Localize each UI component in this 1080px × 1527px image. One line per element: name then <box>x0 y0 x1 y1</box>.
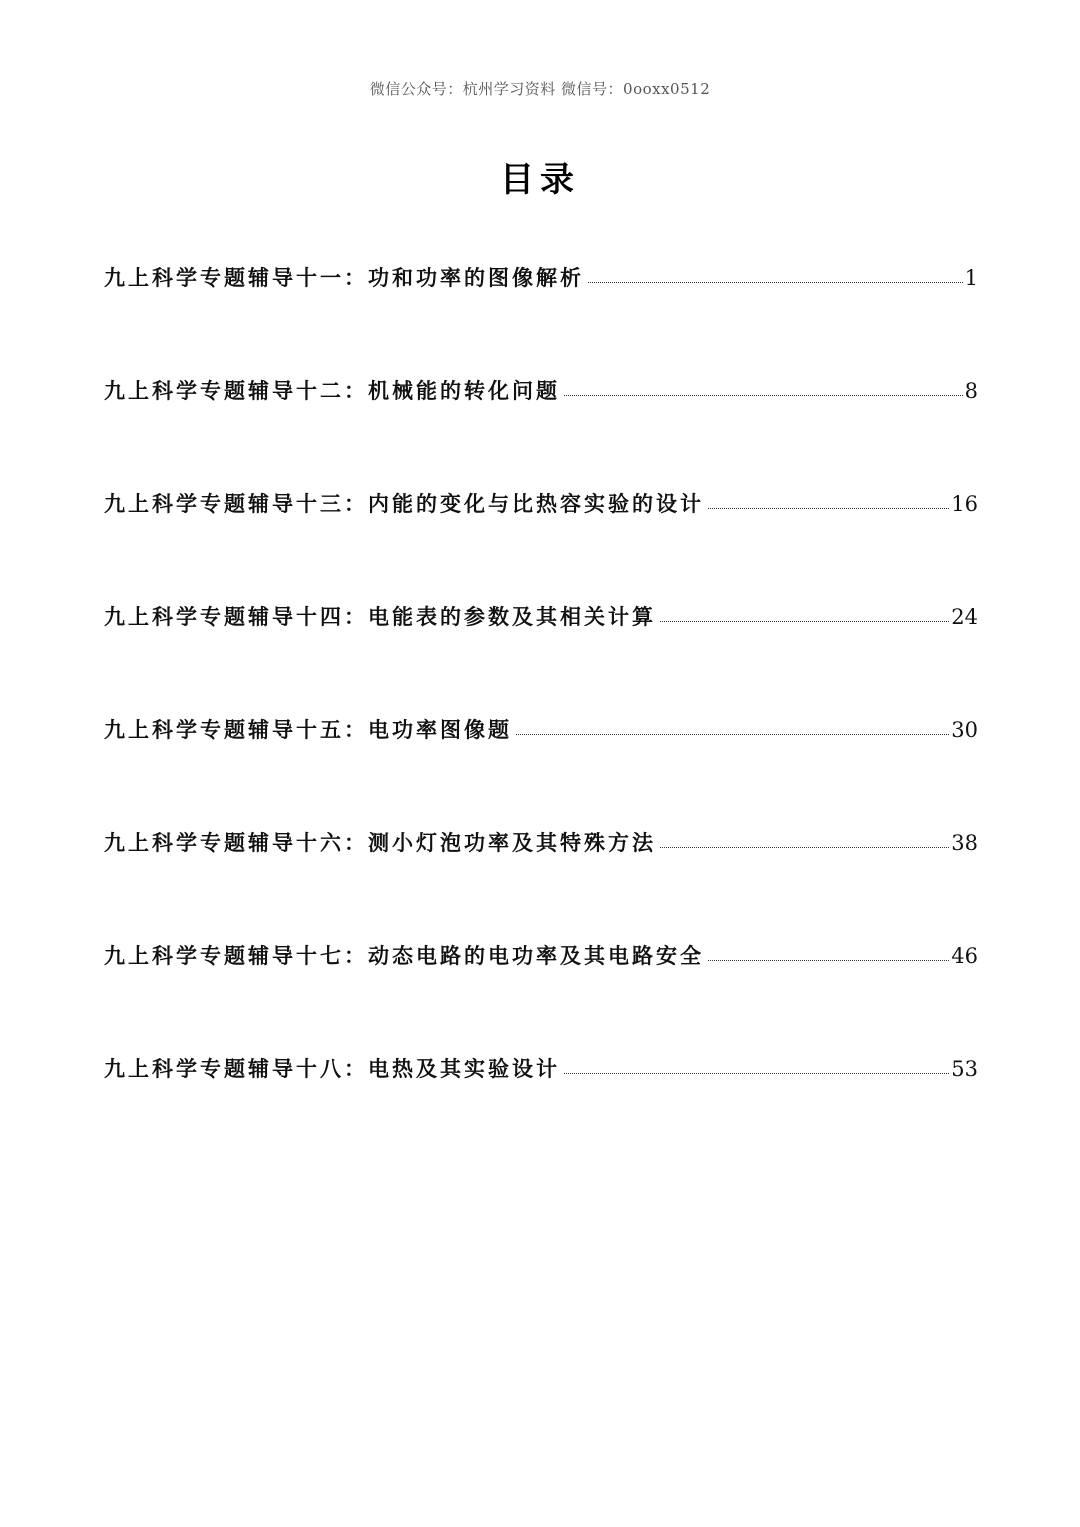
header-watermark-note: 微信公众号：杭州学习资料 微信号：0ooxx0512 <box>369 80 711 98</box>
toc-entry-label: 九上科学专题辅导十八：电热及其实验设计 <box>104 1057 560 1081</box>
toc-entry[interactable] <box>104 375 978 488</box>
toc-entry-label: 九上科学专题辅导十三：内能的变化与比热容实验的设计 <box>104 492 704 516</box>
toc-entry[interactable] <box>104 827 978 940</box>
toc-entry-label: 九上科学专题辅导十七：动态电路的电功率及其电路安全 <box>104 944 704 968</box>
toc-page-number: 46 <box>951 944 978 968</box>
toc-entry[interactable] <box>104 940 978 1053</box>
toc-entry[interactable] <box>104 262 978 375</box>
toc-entry[interactable] <box>104 488 978 601</box>
toc-page-number: 8 <box>964 379 978 403</box>
toc-page-number: 24 <box>951 605 978 629</box>
toc-entry[interactable] <box>104 1053 978 1166</box>
toc-dot-leader <box>564 394 963 396</box>
page-title: 目录 <box>500 160 580 200</box>
toc-page-number: 30 <box>951 718 978 742</box>
toc-entry-label: 九上科学专题辅导十四：电能表的参数及其相关计算 <box>104 605 656 629</box>
toc-dot-leader <box>588 281 963 283</box>
toc-entry[interactable] <box>104 714 978 827</box>
toc-dot-leader <box>660 620 949 622</box>
toc-dot-leader <box>564 1072 949 1074</box>
toc-dot-leader <box>660 846 949 848</box>
toc-page-number: 38 <box>951 831 978 855</box>
toc-page-number: 16 <box>951 492 978 516</box>
toc-entry-label: 九上科学专题辅导十五：电功率图像题 <box>104 718 512 742</box>
toc-entry-label: 九上科学专题辅导十一：功和功率的图像解析 <box>104 266 584 290</box>
toc-page-number: 53 <box>951 1057 978 1081</box>
toc-entry[interactable] <box>104 601 978 714</box>
toc-entry-label: 九上科学专题辅导十六：测小灯泡功率及其特殊方法 <box>104 831 656 855</box>
toc-dot-leader <box>708 959 949 961</box>
table-of-contents <box>104 262 978 1166</box>
toc-dot-leader <box>516 733 949 735</box>
toc-dot-leader <box>708 507 949 509</box>
toc-entry-label: 九上科学专题辅导十二：机械能的转化问题 <box>104 379 560 403</box>
toc-page-number: 1 <box>964 266 978 290</box>
